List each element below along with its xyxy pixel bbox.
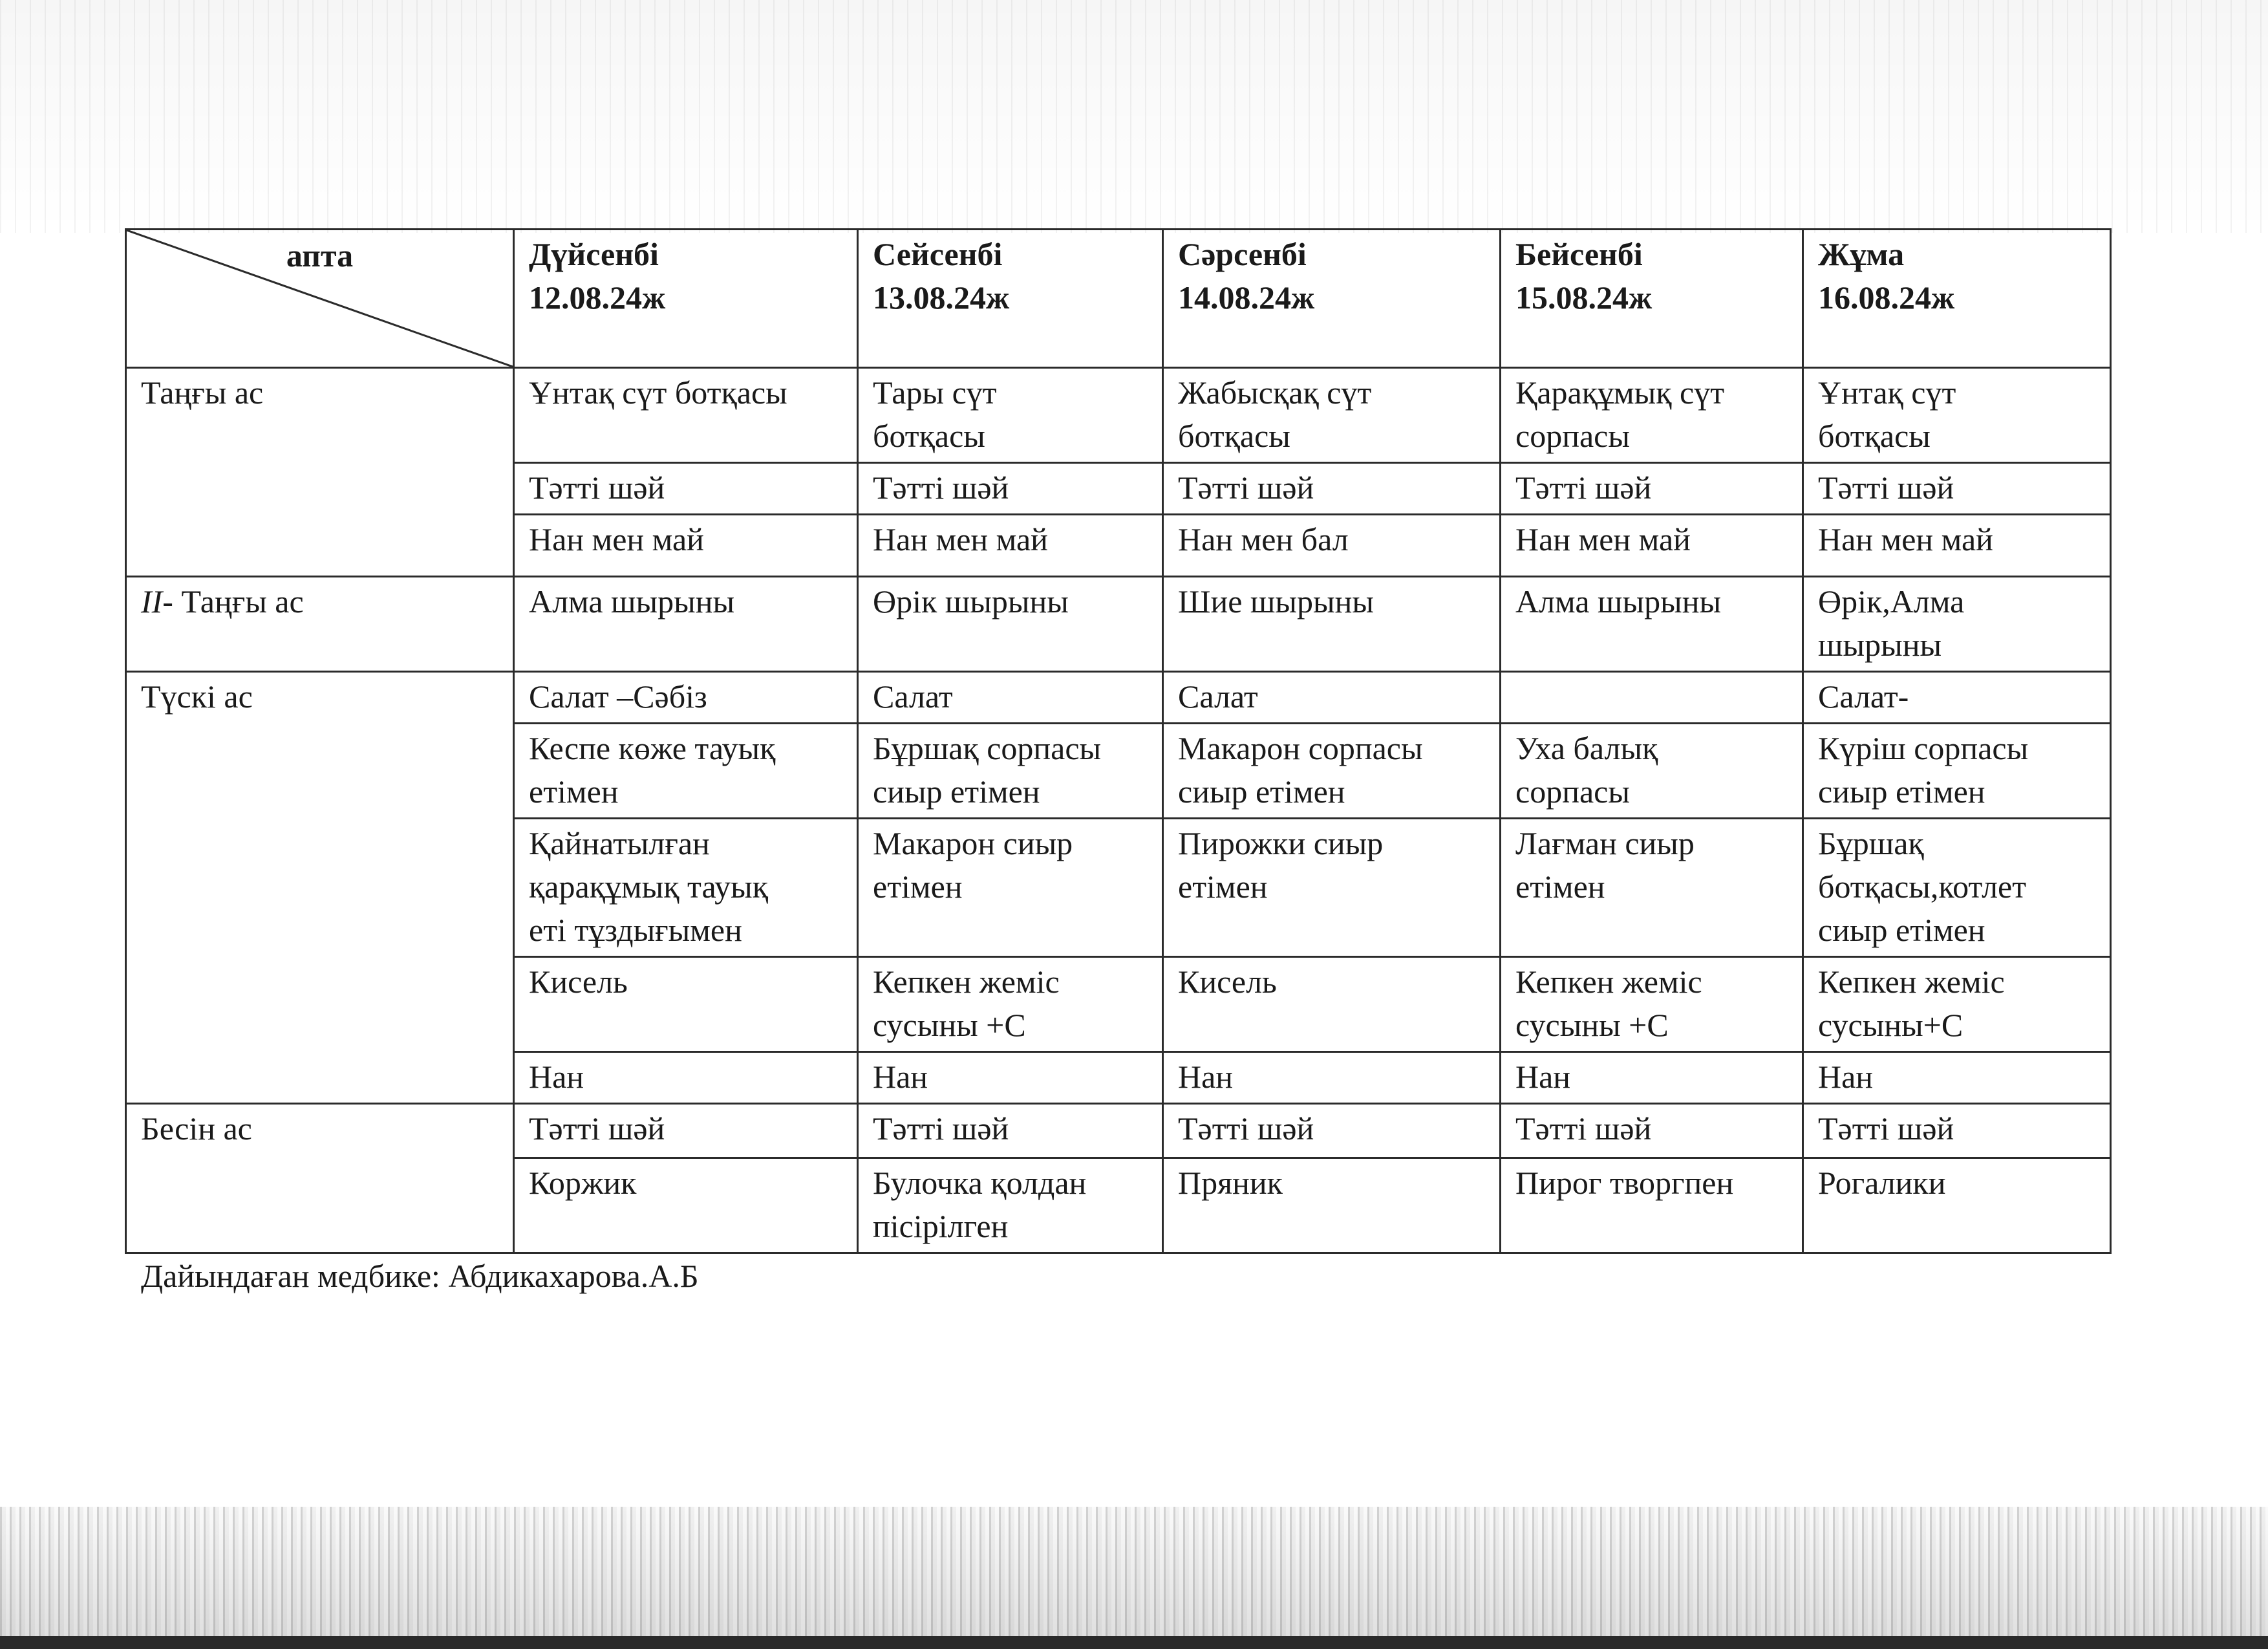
day-header-wednesday bbox=[1163, 230, 1501, 368]
menu-cell: Коржик bbox=[514, 1158, 858, 1253]
menu-cell: Күріш сорпасы сиыр етімен bbox=[1803, 724, 2111, 819]
menu-cell: Макарон сиыр етімен bbox=[858, 819, 1163, 957]
menu-cell: Пирог творгпен bbox=[1501, 1158, 1803, 1253]
scan-noise-bottom bbox=[0, 1507, 2268, 1636]
menu-cell: Алма шырыны bbox=[514, 577, 858, 672]
menu-cell: Нан bbox=[514, 1052, 858, 1104]
menu-cell: Өрік,Алма шырыны bbox=[1803, 577, 2111, 672]
menu-cell: Тәтті шәй bbox=[514, 1104, 858, 1158]
menu-cell: Салат bbox=[1163, 672, 1501, 724]
menu-cell: Өрік шырыны bbox=[858, 577, 1163, 672]
menu-cell: Салат- bbox=[1803, 672, 2111, 724]
menu-cell: Тары сүт ботқасы bbox=[858, 368, 1163, 463]
menu-cell: Тәтті шәй bbox=[1163, 1104, 1501, 1158]
table-row bbox=[126, 1104, 2111, 1158]
menu-cell: Алма шырыны bbox=[1501, 577, 1803, 672]
menu-table-header bbox=[126, 230, 2111, 368]
menu-cell: Қайнатылған қарақұмық тауық еті тұздығымен bbox=[514, 819, 858, 957]
meal-name: Таңғы ас bbox=[173, 583, 304, 620]
meal-name: Таңғы ас bbox=[141, 374, 264, 411]
menu-cell: Тәтті шәй bbox=[514, 463, 858, 515]
day-name: Жұма bbox=[1818, 236, 1905, 272]
menu-table-body bbox=[126, 368, 2111, 1253]
menu-cell: Кисель bbox=[1163, 957, 1501, 1052]
menu-cell: Кепкен жеміс сусыны +С bbox=[858, 957, 1163, 1052]
menu-cell: Тәтті шәй bbox=[1163, 463, 1501, 515]
menu-cell: Тәтті шәй bbox=[1501, 1104, 1803, 1158]
menu-cell: Бұршақ ботқасы,котлет сиыр етімен bbox=[1803, 819, 2111, 957]
menu-cell: Салат –Сәбіз bbox=[514, 672, 858, 724]
prepared-by-note: Дайындаған медбике: Абдикахарова.А.Б bbox=[141, 1258, 699, 1294]
scan-noise-top bbox=[0, 0, 2268, 233]
meal-label-breakfast bbox=[126, 368, 514, 577]
menu-cell: Уха балық сорпасы bbox=[1501, 724, 1803, 819]
menu-cell: Салат bbox=[858, 672, 1163, 724]
day-date: 15.08.24ж bbox=[1515, 279, 1653, 316]
day-name: Сәрсенбі bbox=[1178, 236, 1307, 272]
day-date: 14.08.24ж bbox=[1178, 279, 1315, 316]
menu-cell: Нан bbox=[1803, 1052, 2111, 1104]
meal-name: Бесін ас bbox=[141, 1110, 252, 1147]
menu-cell bbox=[1501, 672, 1803, 724]
table-row bbox=[126, 368, 2111, 463]
menu-cell: Қарақұмық сүт сорпасы bbox=[1501, 368, 1803, 463]
menu-cell: Тәтті шәй bbox=[858, 1104, 1163, 1158]
meal-label-second-breakfast bbox=[126, 577, 514, 672]
meal-prefix: II- bbox=[141, 583, 173, 620]
menu-cell: Шие шырыны bbox=[1163, 577, 1501, 672]
menu-cell: Нан мен май bbox=[514, 515, 858, 577]
header-row bbox=[126, 230, 2111, 368]
day-header-monday bbox=[514, 230, 858, 368]
meal-label-lunch bbox=[126, 672, 514, 1104]
menu-cell: Лағман сиыр етімен bbox=[1501, 819, 1803, 957]
menu-cell: Кепкен жеміс сусыны +С bbox=[1501, 957, 1803, 1052]
day-date: 13.08.24ж bbox=[873, 279, 1010, 316]
table-row bbox=[126, 672, 2111, 724]
menu-cell: Кепкен жеміс сусыны+С bbox=[1803, 957, 2111, 1052]
menu-cell: Тәтті шәй bbox=[1501, 463, 1803, 515]
menu-cell: Рогалики bbox=[1803, 1158, 2111, 1253]
day-name: Сейсенбі bbox=[873, 236, 1003, 272]
menu-cell: Ұнтақ сүт ботқасы bbox=[1803, 368, 2111, 463]
scan-edge bbox=[0, 1636, 2268, 1649]
menu-cell: Ұнтақ сүт ботқасы bbox=[514, 368, 858, 463]
menu-cell: Кеспе көже тауық етімен bbox=[514, 724, 858, 819]
menu-cell: Нан мен май bbox=[858, 515, 1163, 577]
day-header-tuesday bbox=[858, 230, 1163, 368]
menu-cell: Жабысқақ сүт ботқасы bbox=[1163, 368, 1501, 463]
day-header-friday bbox=[1803, 230, 2111, 368]
weekly-menu-table bbox=[125, 228, 2112, 1254]
day-date: 16.08.24ж bbox=[1818, 279, 1955, 316]
menu-cell: Нан мен май bbox=[1803, 515, 2111, 577]
menu-cell: Нан bbox=[858, 1052, 1163, 1104]
menu-cell: Тәтті шәй bbox=[1803, 463, 2111, 515]
menu-cell: Бұршақ сорпасы сиыр етімен bbox=[858, 724, 1163, 819]
menu-cell: Кисель bbox=[514, 957, 858, 1052]
menu-cell: Тәтті шәй bbox=[858, 463, 1163, 515]
meal-name: Түскі ас bbox=[141, 678, 253, 715]
day-name: Дүйсенбі bbox=[529, 236, 659, 272]
menu-cell: Макарон сорпасы сиыр етімен bbox=[1163, 724, 1501, 819]
menu-cell: Пирожки сиыр етімен bbox=[1163, 819, 1501, 957]
menu-cell: Пряник bbox=[1163, 1158, 1501, 1253]
corner-cell bbox=[126, 230, 514, 368]
menu-cell: Булочка қолдан пісірілген bbox=[858, 1158, 1163, 1253]
day-header-thursday bbox=[1501, 230, 1803, 368]
meal-label-afternoon-snack bbox=[126, 1104, 514, 1253]
menu-cell: Нан мен бал bbox=[1163, 515, 1501, 577]
menu-cell: Нан bbox=[1501, 1052, 1803, 1104]
table-row bbox=[126, 577, 2111, 672]
menu-cell: Нан bbox=[1163, 1052, 1501, 1104]
menu-cell: Тәтті шәй bbox=[1803, 1104, 2111, 1158]
day-name: Бейсенбі bbox=[1515, 236, 1643, 272]
day-date: 12.08.24ж bbox=[529, 279, 666, 316]
menu-cell: Нан мен май bbox=[1501, 515, 1803, 577]
week-label: апта bbox=[286, 237, 354, 274]
